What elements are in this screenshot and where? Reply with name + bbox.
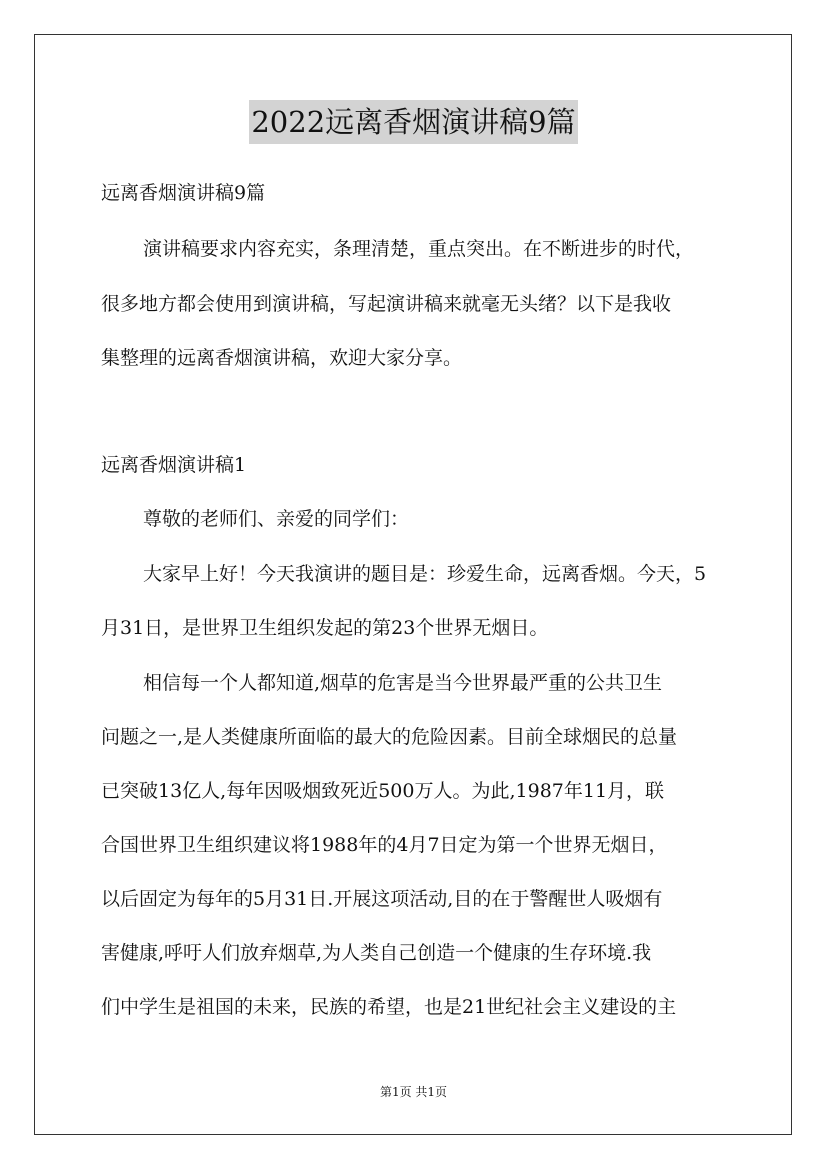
paragraph-line: 合国世界卫生组织建议将1988年的4月7日定为第一个世界无烟日， bbox=[101, 834, 668, 856]
paragraph-line: 大家早上好！今天我演讲的题目是：珍爱生命，远离香烟。今天，5 bbox=[143, 563, 707, 585]
paragraph-line: 问题之一,是人类健康所面临的最大的危险因素。目前全球烟民的总量 bbox=[101, 726, 678, 748]
paragraph-line: 们中学生是祖国的未来，民族的希望，也是21世纪社会主义建设的主 bbox=[101, 996, 677, 1018]
section-heading-1: 远离香烟演讲稿1 bbox=[101, 454, 247, 476]
paragraph-line: 害健康,呼吁人们放弃烟草,为人类自己创造一个健康的生存环境.我 bbox=[101, 942, 652, 964]
paragraph-line: 集整理的远离香烟演讲稿，欢迎大家分享。 bbox=[101, 347, 463, 369]
paragraph-line: 很多地方都会使用到演讲稿，写起演讲稿来就毫无头绪？以下是我收 bbox=[101, 293, 672, 315]
salutation: 尊敬的老师们、亲爱的同学们： bbox=[143, 508, 410, 530]
title-container bbox=[0, 100, 827, 144]
paragraph-line: 以后固定为每年的5月31日.开展这项活动,目的在于警醒世人吸烟有 bbox=[101, 888, 663, 910]
paragraph-line: 演讲稿要求内容充实，条理清楚，重点突出。在不断进步的时代， bbox=[143, 238, 695, 260]
document-title: 2022远离香烟演讲稿9篇 bbox=[249, 100, 577, 144]
section-heading-main: 远离香烟演讲稿9篇 bbox=[101, 182, 266, 204]
page-footer: 第1页 共1页 bbox=[379, 1085, 448, 1099]
paragraph-line: 已突破13亿人,每年因吸烟致死近500万人。为此,1987年11月，联 bbox=[101, 780, 665, 802]
paragraph-line: 月31日，是世界卫生组织发起的第23个世界无烟日。 bbox=[101, 617, 549, 639]
paragraph-line: 相信每一个人都知道,烟草的危害是当今世界最严重的公共卫生 bbox=[143, 672, 663, 694]
